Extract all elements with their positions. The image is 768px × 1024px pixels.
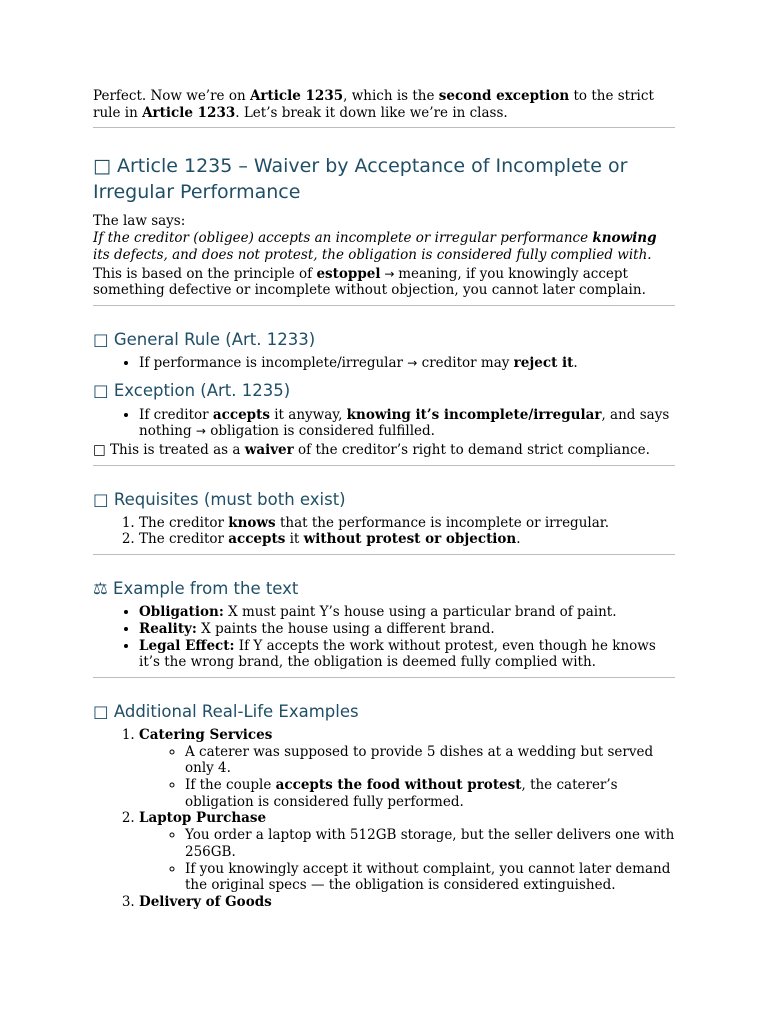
intro-text: Perfect. Now we’re on <box>93 88 250 104</box>
basis-text: meaning, if you knowingly accept something defective or incomplete without objection, you cannot later complain. <box>93 265 646 299</box>
placeholder-box-icon: □ <box>93 489 109 509</box>
list-item-bold: Obligation: <box>139 604 224 621</box>
intro-text: , which is the <box>343 88 439 104</box>
list-item-text: X must paint Y’s house using a particular brand of paint. <box>223 604 617 621</box>
exception-heading <box>93 380 675 402</box>
basis-paragraph <box>93 266 675 299</box>
list-item-text: . <box>573 354 578 371</box>
list-item-text: If creditor <box>139 406 213 423</box>
list-item-title: Laptop Purchase <box>139 810 267 827</box>
list-item-bold: Reality: <box>139 620 197 637</box>
placeholder-box-icon: □ <box>93 329 109 349</box>
list-item-text: it anyway, <box>269 406 347 423</box>
list-item-bold: knowing it’s incomplete/irregular <box>346 406 602 423</box>
list-item <box>139 531 675 548</box>
exception-heading-text: Exception (Art. 1235) <box>113 380 291 400</box>
sub-list-item-text: A caterer was supposed to provide 5 dishes at a wedding but served only 4. <box>185 743 654 777</box>
scales-icon: ⚖ <box>93 579 108 599</box>
divider <box>93 305 675 306</box>
exception-list <box>93 407 675 440</box>
list-item-bold: knows <box>228 514 276 531</box>
list-item <box>139 894 675 911</box>
divider <box>93 554 675 555</box>
divider <box>93 127 675 128</box>
arrow-right-icon: → <box>195 424 206 439</box>
list-item-bold: accepts <box>212 406 270 423</box>
law-quote-bold: knowing <box>592 230 657 247</box>
document-content <box>93 88 675 911</box>
sub-list-item <box>185 827 675 860</box>
general-rule-list <box>93 355 675 372</box>
list-item <box>139 638 675 671</box>
example-list <box>93 604 675 671</box>
general-rule-heading <box>93 329 675 351</box>
additional-list <box>93 727 675 911</box>
list-item-title: Delivery of Goods <box>139 893 272 910</box>
list-item-text: creditor may <box>417 354 514 371</box>
waiver-note <box>93 442 675 459</box>
article-title <box>93 153 675 205</box>
list-item-text: The creditor <box>139 514 229 531</box>
placeholder-box-icon: □ <box>93 442 106 459</box>
sub-list-item <box>185 861 675 894</box>
list-item-text: it <box>285 531 304 548</box>
intro-bold-article-1235: Article 1235 <box>249 88 344 104</box>
list-item-text: , and says nothing <box>139 406 670 440</box>
divider <box>93 465 675 466</box>
example-heading <box>93 578 675 600</box>
requisites-list <box>93 515 675 548</box>
waiver-note-text: of the creditor’s right to demand strict compliance. <box>293 442 650 459</box>
requisites-heading <box>93 489 675 511</box>
arrow-right-icon: → <box>380 266 399 281</box>
list-item-text: If Y accepts the work without protest, even though he knows it’s the wrong brand, the obligation is deemed fully complied with. <box>139 637 656 671</box>
list-item-bold: Legal Effect: <box>139 637 235 654</box>
article-title-text: Article 1235 – Waiver by Acceptance of Incomplete or Irregular Performance <box>93 155 628 204</box>
intro-bold-article-1233: Article 1233 <box>142 104 236 121</box>
law-quote-text: If the creditor (obligee) accepts an incomplete or irregular performance <box>93 230 593 247</box>
list-item-text: X paints the house using a different brand. <box>196 620 495 637</box>
list-item-text: . <box>516 531 521 548</box>
additional-heading <box>93 701 675 723</box>
sub-list-item-bold: accepts the food without protest <box>275 777 522 794</box>
sub-list <box>139 744 675 811</box>
example-heading-text: Example from the text <box>113 579 299 599</box>
general-rule-heading-text: General Rule (Art. 1233) <box>113 329 316 349</box>
intro-paragraph <box>93 88 675 121</box>
additional-heading-text: Additional Real-Life Examples <box>113 701 359 721</box>
list-item-text: that the performance is incomplete or irregular. <box>275 514 610 531</box>
sub-list-item-text: If the couple <box>185 777 276 794</box>
list-item <box>139 355 675 372</box>
list-item <box>139 810 675 894</box>
sub-list-item-text: , the caterer’s obligation is considered fully performed. <box>185 777 618 810</box>
list-item-bold: without protest or objection <box>303 531 517 548</box>
list-item <box>139 407 675 440</box>
arrow-right-icon: → <box>407 355 418 370</box>
basis-text: This is based on the principle of <box>93 265 317 282</box>
list-item-text: The creditor <box>139 531 229 548</box>
law-quote <box>93 230 675 263</box>
intro-text: . Let’s break it down like we’re in class. <box>235 104 508 121</box>
list-item <box>139 621 675 638</box>
sub-list-item-text: If you knowingly accept it without complaint, you cannot later demand the original specs — the obligation is considered extinguished. <box>185 860 671 894</box>
list-item-title: Catering Services <box>139 726 273 743</box>
list-item-bold: reject it <box>513 354 574 371</box>
placeholder-box-icon: □ <box>93 701 109 721</box>
law-label: The law says: <box>93 213 186 230</box>
basis-bold-estoppel: estoppel <box>316 265 381 282</box>
list-item <box>139 604 675 621</box>
list-item-bold: accepts <box>228 531 286 548</box>
sub-list-item <box>185 744 675 777</box>
waiver-note-bold: waiver <box>244 442 294 459</box>
sub-list-item <box>185 777 675 810</box>
requisites-heading-text: Requisites (must both exist) <box>113 489 346 509</box>
divider <box>93 677 675 678</box>
intro-text: to the strict rule in <box>93 88 654 121</box>
sub-list-item-text: You order a laptop with 512GB storage, but the seller delivers one with 256GB. <box>185 827 675 860</box>
law-quote-text: its defects, and does not protest, the obligation is considered fully complied with. <box>93 246 652 263</box>
waiver-note-text: This is treated as a <box>105 442 245 459</box>
list-item <box>139 727 675 811</box>
list-item-text: obligation is considered fulfilled. <box>205 423 435 440</box>
placeholder-box-icon: □ <box>93 380 109 400</box>
sub-list <box>139 827 675 894</box>
list-item-text: If performance is incomplete/irregular <box>139 354 408 371</box>
placeholder-box-icon: □ <box>93 155 111 178</box>
list-item <box>139 515 675 532</box>
intro-bold-second-exception: second exception <box>438 88 570 104</box>
